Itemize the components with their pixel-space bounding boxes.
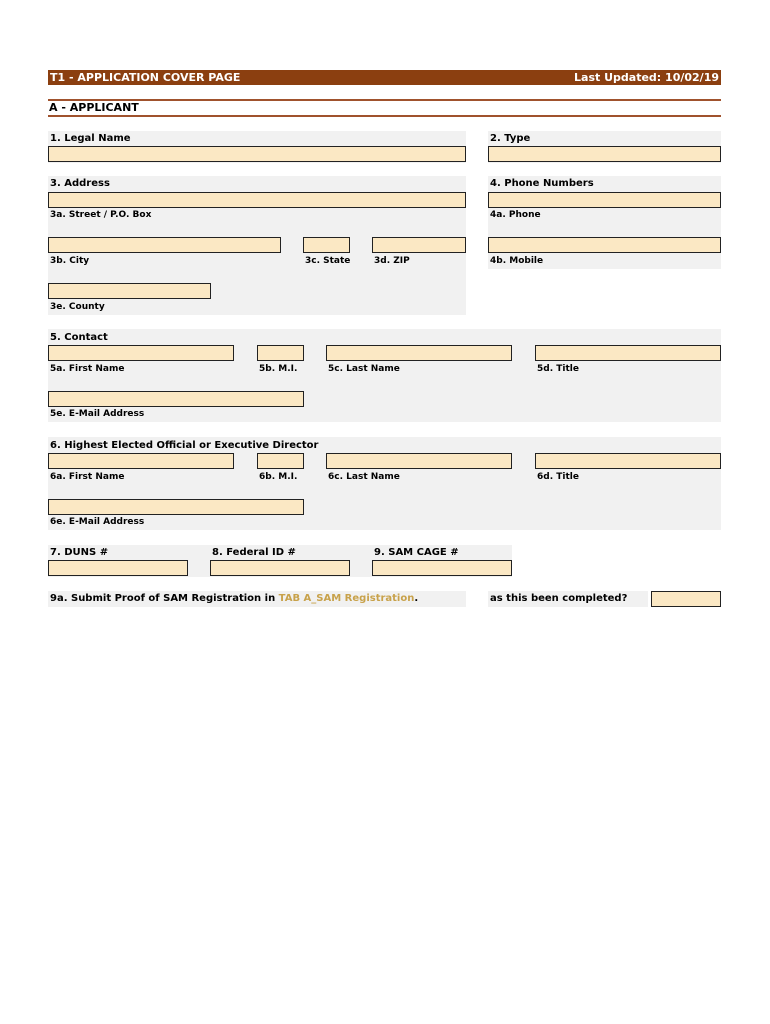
- contact-label: 5. Contact: [50, 332, 108, 343]
- phone-numbers-label: 4. Phone Numbers: [490, 178, 594, 189]
- sam-proof-prefix: 9a. Submit Proof of SAM Registration in: [50, 593, 279, 604]
- contact-title-label: 5d. Title: [537, 364, 579, 374]
- official-last-name-label: 6c. Last Name: [328, 472, 400, 482]
- street-label: 3a. Street / P.O. Box: [50, 210, 152, 220]
- contact-last-name-input[interactable]: [326, 345, 512, 361]
- duns-label: 7. DUNS #: [50, 547, 109, 558]
- sam-proof-suffix: .: [414, 593, 419, 604]
- completed-question: as this been completed?: [490, 593, 628, 604]
- contact-mi-input[interactable]: [257, 345, 304, 361]
- sam-cage-label: 9. SAM CAGE #: [374, 547, 459, 558]
- title-bar: [48, 70, 721, 85]
- duns-input[interactable]: [48, 560, 188, 576]
- section-a-header: A - APPLICANT: [48, 99, 721, 117]
- phone-label: 4a. Phone: [490, 210, 541, 220]
- sam-proof-text: [50, 593, 418, 604]
- address-label: 3. Address: [50, 178, 110, 189]
- last-updated: Last Updated: 10/02/19: [574, 71, 719, 84]
- county-input[interactable]: [48, 283, 211, 299]
- legal-name-label: 1. Legal Name: [50, 133, 131, 144]
- page-title: T1 - APPLICATION COVER PAGE: [50, 71, 241, 84]
- official-first-name-label: 6a. First Name: [50, 472, 125, 482]
- panel-contact: [48, 329, 721, 422]
- official-label: 6. Highest Elected Official or Executive Director: [50, 440, 319, 451]
- mobile-input[interactable]: [488, 237, 721, 253]
- contact-title-input[interactable]: [535, 345, 721, 361]
- contact-last-name-label: 5c. Last Name: [328, 364, 400, 374]
- state-label: 3c. State: [305, 256, 351, 266]
- legal-name-input[interactable]: [48, 146, 466, 162]
- completed-input[interactable]: [651, 591, 721, 607]
- contact-mi-label: 5b. M.I.: [259, 364, 298, 374]
- contact-first-name-input[interactable]: [48, 345, 234, 361]
- city-label: 3b. City: [50, 256, 90, 266]
- zip-label: 3d. ZIP: [374, 256, 410, 266]
- sam-cage-input[interactable]: [372, 560, 512, 576]
- official-email-label: 6e. E-Mail Address: [50, 517, 145, 527]
- official-mi-label: 6b. M.I.: [259, 472, 298, 482]
- contact-email-label: 5e. E-Mail Address: [50, 409, 145, 419]
- mobile-label: 4b. Mobile: [490, 256, 544, 266]
- contact-first-name-label: 5a. First Name: [50, 364, 125, 374]
- city-input[interactable]: [48, 237, 281, 253]
- type-label: 2. Type: [490, 133, 531, 144]
- official-email-input[interactable]: [48, 499, 304, 515]
- county-label: 3e. County: [50, 302, 105, 312]
- official-title-label: 6d. Title: [537, 472, 579, 482]
- federal-id-input[interactable]: [210, 560, 350, 576]
- official-title-input[interactable]: [535, 453, 721, 469]
- official-first-name-input[interactable]: [48, 453, 234, 469]
- type-input[interactable]: [488, 146, 721, 162]
- contact-email-input[interactable]: [48, 391, 304, 407]
- state-input[interactable]: [303, 237, 350, 253]
- federal-id-label: 8. Federal ID #: [212, 547, 296, 558]
- sam-registration-link[interactable]: TAB A_SAM Registration: [278, 593, 415, 604]
- official-mi-input[interactable]: [257, 453, 304, 469]
- zip-input[interactable]: [372, 237, 466, 253]
- street-input[interactable]: [48, 192, 466, 208]
- phone-input[interactable]: [488, 192, 721, 208]
- official-last-name-input[interactable]: [326, 453, 512, 469]
